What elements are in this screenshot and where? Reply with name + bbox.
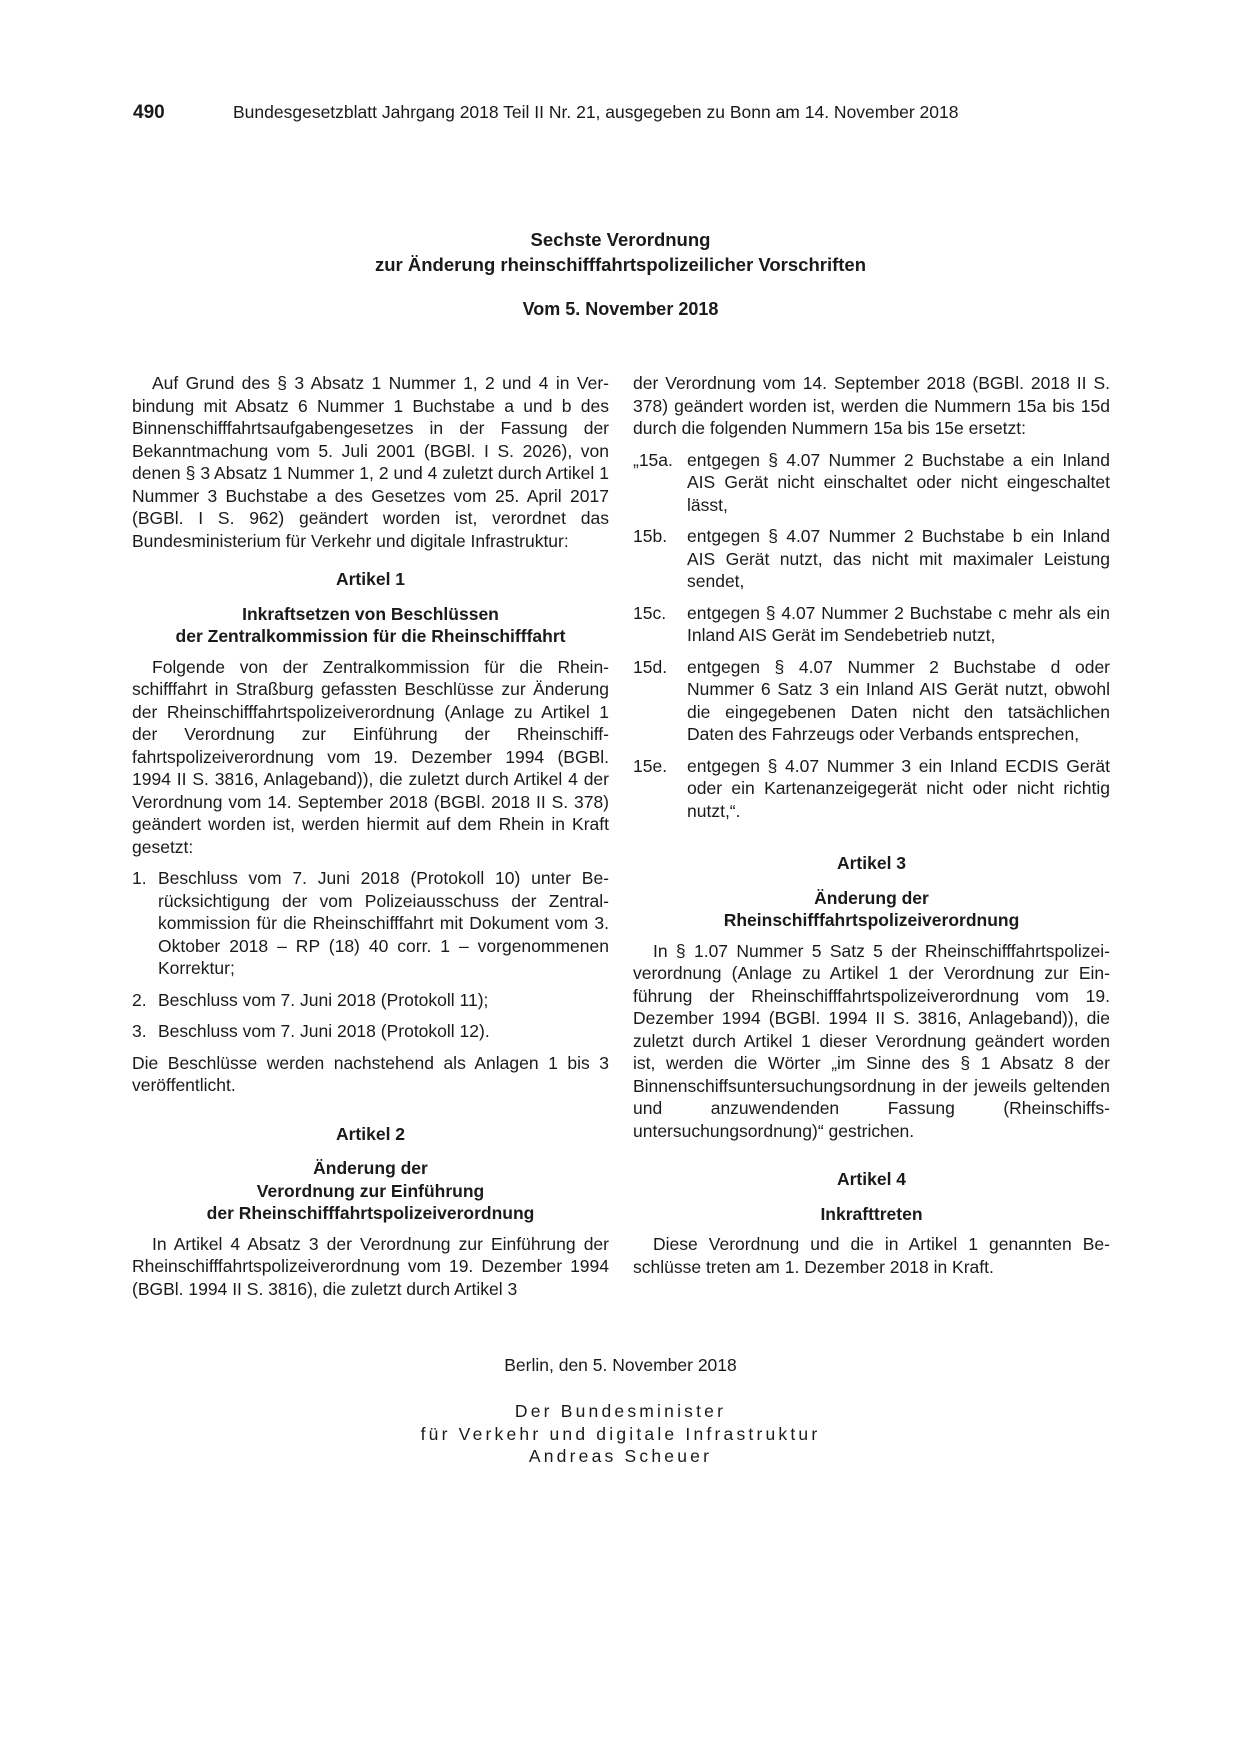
article-3-subheading-line-2: Rheinschifffahrtspolizeiverordnung xyxy=(723,910,1020,930)
article-1-closing: Die Beschlüsse werden nachstehend als Anlagen 1 bis 3 veröffentlicht. xyxy=(132,1052,609,1095)
title-line-1: Sechste Verordnung xyxy=(530,229,711,250)
article-2-list xyxy=(633,449,1110,823)
list-item-number: 2. xyxy=(132,989,147,1010)
list-item-text: Beschluss vom 7. Juni 2018 (Protokoll 12). xyxy=(158,1021,490,1041)
article-1-subheading-line-1: Inkraftsetzen von Beschlüssen xyxy=(242,603,499,624)
article-4-text: Diese Verordnung und die in Artikel 1 genannten Beschlüsse treten am 1. Dezember 2018 in Kraft. xyxy=(633,1234,1110,1277)
list-item xyxy=(132,867,609,980)
article-3-heading: Artikel 3 xyxy=(836,853,907,873)
list-item-text: entgegen § 4.07 Nummer 2 Buchstabe b ein Inland AIS Gerät nutzt, das nicht mit maximaler Leistung sendet, xyxy=(687,526,1110,591)
list-item-number: 15d. xyxy=(633,656,668,677)
list-item-number: 15c. xyxy=(633,602,667,623)
right-column xyxy=(633,372,1110,1282)
list-item xyxy=(633,656,1110,746)
article-2-intro-right: der Verordnung vom 14. September 2018 (BGBl. 2018 II S. 378) geändert worden ist, werden die Nummern 15a bis 15d durch die folgenden Nummern 15a bis 15e ersetzt: xyxy=(633,373,1110,438)
article-4-heading: Artikel 4 xyxy=(836,1169,907,1189)
document-date: Vom 5. November 2018 xyxy=(522,299,719,319)
list-item-number: 15b. xyxy=(633,526,668,546)
list-item xyxy=(132,989,609,1012)
article-2-subheading-line-1: Änderung der xyxy=(313,1158,428,1178)
article-1-subheading-line-2: der Zentralkommission für die Rheinschifffahrt xyxy=(175,626,566,646)
article-2-heading: Artikel 2 xyxy=(335,1123,406,1144)
list-item-text: entgegen § 4.07 Nummer 3 ein Inland ECDIS Gerät oder ein Kartenanzeigegerät nicht oder nicht richtig nutzt,“. xyxy=(687,755,1110,821)
list-item xyxy=(633,602,1110,647)
list-item-text: Beschluss vom 7. Juni 2018 (Protokoll 10) unter Berücksichtigung der vom Polizeiausschuss der Zentralkommission für die Rheinschifffahrt mit Dokument vom 3. Oktober 2018 – RP (18) 40 corr. 1 – vorgenommenen Korrektur; xyxy=(158,868,609,978)
article-2-subheading-line-2: Verordnung zur Einführung xyxy=(256,1180,485,1201)
list-item-text: entgegen § 4.07 Nummer 2 Buchstabe d oder Nummer 6 Satz 3 ein Inland AIS Gerät nutzt, obwohl die eingegebenen Daten nicht den tatsächlichen Daten des Fahrzeugs oder Verbands entsprechen, xyxy=(687,656,1110,744)
article-3-subheading-line-1: Änderung der xyxy=(814,887,929,908)
left-column xyxy=(132,372,609,1304)
list-item-text: entgegen § 4.07 Nummer 2 Buchstabe a ein Inland AIS Gerät nicht einschaltet oder nicht eingeschaltet lässt, xyxy=(687,449,1110,515)
article-1-intro: Folgende von der Zentralkommission für die Rheinschifffahrt in Straßburg gefassten Beschlüsse zur Änderung der Rheinschifffahrtspolizeiverordnung (Anlage zu Artikel 1 der Verordnung zur Einführung der Rheinschifffahrtspolizeiverordnung vom 19. Dezember 1994 (BGBl. 1994 II S. 3816, Anlageband)), die zuletzt durch Artikel 4 der Verordnung vom 14. September 2018 (BGBl. 2018 II S. 378) geändert worden ist, werden hiermit auf dem Rhein in Kraft gesetzt: xyxy=(132,656,609,857)
place-date: Berlin, den 5. November 2018 xyxy=(504,1355,737,1375)
list-item-number: „15a. xyxy=(633,449,673,470)
list-item xyxy=(132,1020,609,1043)
running-header xyxy=(133,100,1121,125)
list-item xyxy=(633,755,1110,823)
preamble: Auf Grund des § 3 Absatz 1 Nummer 1, 2 und 4 in Verbindung mit Absatz 6 Nummer 1 Buchstabe a und b des Binnenschifffahrtsaufgabengesetzes in der Fassung der Bekanntmachung vom 5. Juli 2001 (BGBl. I S. 2026), von denen § 3 Absatz 1 Nummer 1, 2 und 4 zuletzt durch Artikel 1 Nummer 3 Buchstabe a des Gesetzes vom 25. April 2017 (BGBl. I S. 962) geändert worden ist, verordnet das Bundesministerium für Verkehr und digitale Infrastruktur: xyxy=(132,373,609,551)
article-2-subheading xyxy=(132,1157,609,1225)
list-item xyxy=(633,449,1110,517)
list-item-number: 1. xyxy=(132,868,147,888)
article-1-subheading xyxy=(132,603,609,648)
article-4-subheading: Inkrafttreten xyxy=(820,1203,923,1224)
article-2-intro-left: In Artikel 4 Absatz 3 der Verordnung zur Einführung der Rheinschifffahrtspolizeiverordnung vom 19. Dezember 1994 (BGBl. 1994 II S. 3816), die zuletzt durch Artikel 3 xyxy=(132,1233,609,1299)
running-title: Bundesgesetzblatt Jahrgang 2018 Teil II Nr. 21, ausgegeben zu Bonn am 14. November 2018 xyxy=(233,102,959,122)
article-1-list xyxy=(132,867,609,1043)
list-item-number: 3. xyxy=(132,1021,147,1041)
list-item-number: 15e. xyxy=(633,755,668,776)
signature-block xyxy=(0,1400,1241,1468)
signer-line-1: Der Bundesminister xyxy=(514,1401,727,1421)
page-number: 490 xyxy=(133,102,165,123)
signer-name: Andreas Scheuer xyxy=(528,1446,713,1466)
signer-line-2: für Verkehr und digitale Infrastruktur xyxy=(420,1423,821,1444)
list-item-text: entgegen § 4.07 Nummer 2 Buchstabe c mehr als ein Inland AIS Gerät im Sendebetrieb nutzt, xyxy=(687,602,1110,645)
list-item xyxy=(633,525,1110,593)
article-3-subheading xyxy=(633,887,1110,932)
article-1-heading: Artikel 1 xyxy=(335,569,406,589)
article-2-subheading-line-3: der Rheinschifffahrtspolizeiverordnung xyxy=(206,1203,535,1223)
document-title xyxy=(0,227,1241,277)
list-item-text: Beschluss vom 7. Juni 2018 (Protokoll 11); xyxy=(158,989,489,1010)
article-3-text: In § 1.07 Nummer 5 Satz 5 der Rheinschifffahrtspolizeiverordnung (Anlage zu Artikel 1 der Verordnung zur Einführung der Rheinschifffahrtspolizeiverordnung vom 19. Dezember 1994 (BGBl. 1994 II S. 3816, Anlageband)), die zuletzt durch Artikel 1 dieser Verordnung geändert worden ist, werden die Wörter „im Sinne des § 1 Absatz 8 der Binnenschiffsuntersuchungsordnung in der jeweils geltenden und anzuwendenden Fassung (Rheinschiffsuntersuchungsordnung)“ gestrichen. xyxy=(633,940,1110,1141)
title-line-2: zur Änderung rheinschifffahrtspolizeilicher Vorschriften xyxy=(375,254,866,275)
